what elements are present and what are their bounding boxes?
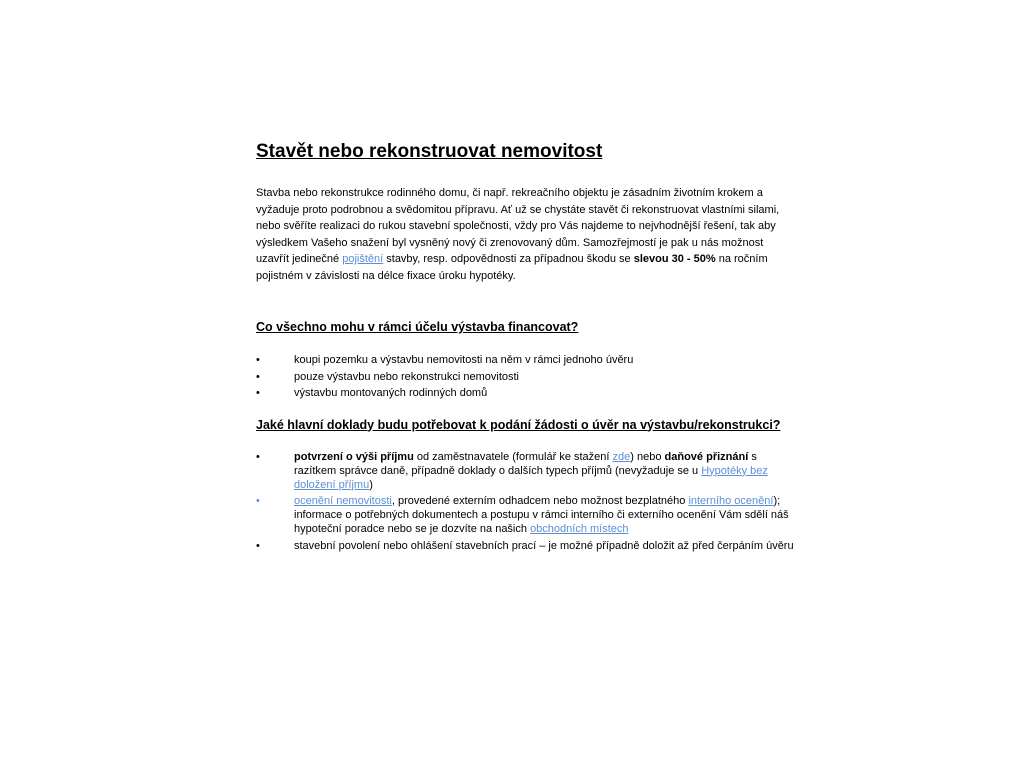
intro-paragraph: [256, 185, 796, 284]
document-page: [256, 140, 796, 555]
bullet-icon: •: [256, 450, 260, 463]
internal-valuation-link[interactable]: interního ocenění: [688, 495, 774, 507]
list-item: [256, 385, 796, 402]
list-item-text: ); informace o potřebných dokumentech a postupu v rámci interního či externího ocenění Vám sdělí náš hypoteční poradce nebo se je dozvíte na našich: [294, 495, 789, 535]
bullet-icon: •: [256, 370, 260, 383]
documents-list: [256, 450, 796, 553]
mortgage-without-income-link[interactable]: Hypotéky bez doložení příjmu: [294, 464, 768, 491]
list-item-text: ): [369, 478, 373, 491]
property-valuation-link[interactable]: ocenění nemovitosti: [294, 495, 392, 507]
bullet-icon: •: [256, 539, 260, 552]
intro-text-3: na ročním pojistném v závislosti na délce fixace úroku hypotéky.: [256, 253, 768, 282]
bullet-icon: •: [256, 387, 260, 399]
list-item-text: s razítkem správce daně, případně doklady o dalších typech příjmů (nevyžaduje se u: [294, 450, 757, 477]
list-item: [256, 450, 796, 492]
financing-list: [256, 352, 796, 402]
list-item-text: koupi pozemku a výstavbu nemovitosti na něm v rámci jednoho úvěru: [294, 354, 634, 366]
list-item-text: , provedené externím odhadcem nebo možnost bezplatného: [391, 495, 689, 507]
form-download-link[interactable]: zde: [612, 450, 631, 463]
bullet-icon: •: [256, 495, 260, 507]
documents-heading: Jaké hlavní doklady budu potřebovat k podání žádosti o úvěr na výstavbu/rekonstrukci?: [256, 417, 781, 432]
branches-link[interactable]: obchodních místech: [530, 523, 629, 535]
intro-text-1: Stavba nebo rekonstrukce rodinného domu, či např. rekreačního objektu je zásadním životním krokem a vyžaduje proto podrobnou a svědomitou přípravu. Ať už se chystáte stavět či rekonstruovat vlastními silami, nebo svěříte realizaci do rukou stavební společnosti, vždy pro Vás najdeme to nejvhodnější řešení, tak aby výsledkem Vašeho snažení byl vysněný nový či zrenovovaný dům. Samozřejmostí je pak u nás možnost uzavřít jedinečné: [256, 187, 780, 265]
discount-text: slevou 30 - 50%: [633, 253, 716, 265]
list-item: [256, 539, 796, 553]
list-item: [256, 494, 796, 536]
page-title: Stavět nebo rekonstruovat nemovitost: [256, 141, 603, 162]
list-item: [256, 352, 796, 369]
list-item-text: výstavbu montovaných rodinných domů: [294, 387, 488, 399]
list-item-text: ) nebo: [630, 450, 665, 463]
insurance-link[interactable]: pojištění: [342, 253, 384, 265]
list-item-text: pouze výstavbu nebo rekonstrukci nemovitosti: [294, 370, 520, 383]
list-item-text: od zaměstnavatele (formulář ke stažení: [413, 450, 613, 463]
list-item: [256, 369, 796, 386]
tax-return-text: daňové přiznání: [664, 450, 749, 463]
bullet-icon: •: [256, 354, 260, 366]
financing-heading: Co všechno mohu v rámci účelu výstavba financovat?: [256, 320, 579, 334]
list-item-text: stavební povolení nebo ohlášení stavebních prací – je možné případně doložit až před čerpáním úvěru: [294, 539, 794, 552]
income-confirmation-text: potvrzení o výši příjmu: [294, 450, 414, 463]
intro-text-2: stavby, resp. odpovědnosti za případnou škodu se: [383, 253, 634, 265]
